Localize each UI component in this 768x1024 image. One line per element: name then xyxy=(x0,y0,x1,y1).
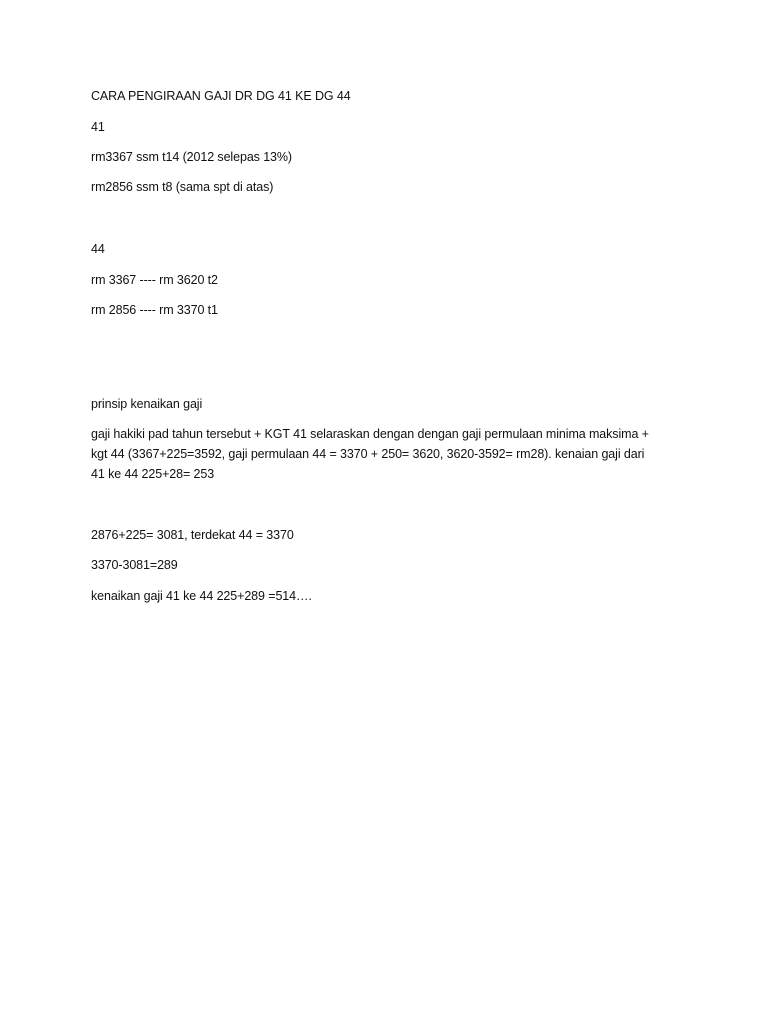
section-44-heading: 44 xyxy=(91,242,105,256)
section-44-line-1: rm 3367 ---- rm 3620 t2 xyxy=(91,273,218,287)
principle-paragraph xyxy=(91,424,691,484)
section-41-line-1: rm3367 ssm t14 (2012 selepas 13%) xyxy=(91,150,292,164)
principle-paragraph-line-2: kgt 44 (3367+225=3592, gaji permulaan 44 = 3370 + 250= 3620, 3620-3592= rm28). kenaian gaji dari xyxy=(91,447,645,461)
section-44-line-2: rm 2856 ---- rm 3370 t1 xyxy=(91,303,218,317)
calculation-line-3: kenaikan gaji 41 ke 44 225+289 =514…. xyxy=(91,589,312,603)
section-41-line-2: rm2856 ssm t8 (sama spt di atas) xyxy=(91,180,274,194)
document-title: CARA PENGIRAAN GAJI DR DG 41 KE DG 44 xyxy=(91,89,351,103)
principle-paragraph-line-1: gaji hakiki pad tahun tersebut + KGT 41 selaraskan dengan dengan gaji permulaan minima maksima + xyxy=(91,427,649,441)
calculation-line-1: 2876+225= 3081, terdekat 44 = 3370 xyxy=(91,528,294,542)
section-41-heading: 41 xyxy=(91,120,105,134)
principle-heading: prinsip kenaikan gaji xyxy=(91,397,203,411)
calculation-line-2: 3370-3081=289 xyxy=(91,558,178,572)
principle-paragraph-line-3: 41 ke 44 225+28= 253 xyxy=(91,467,215,481)
